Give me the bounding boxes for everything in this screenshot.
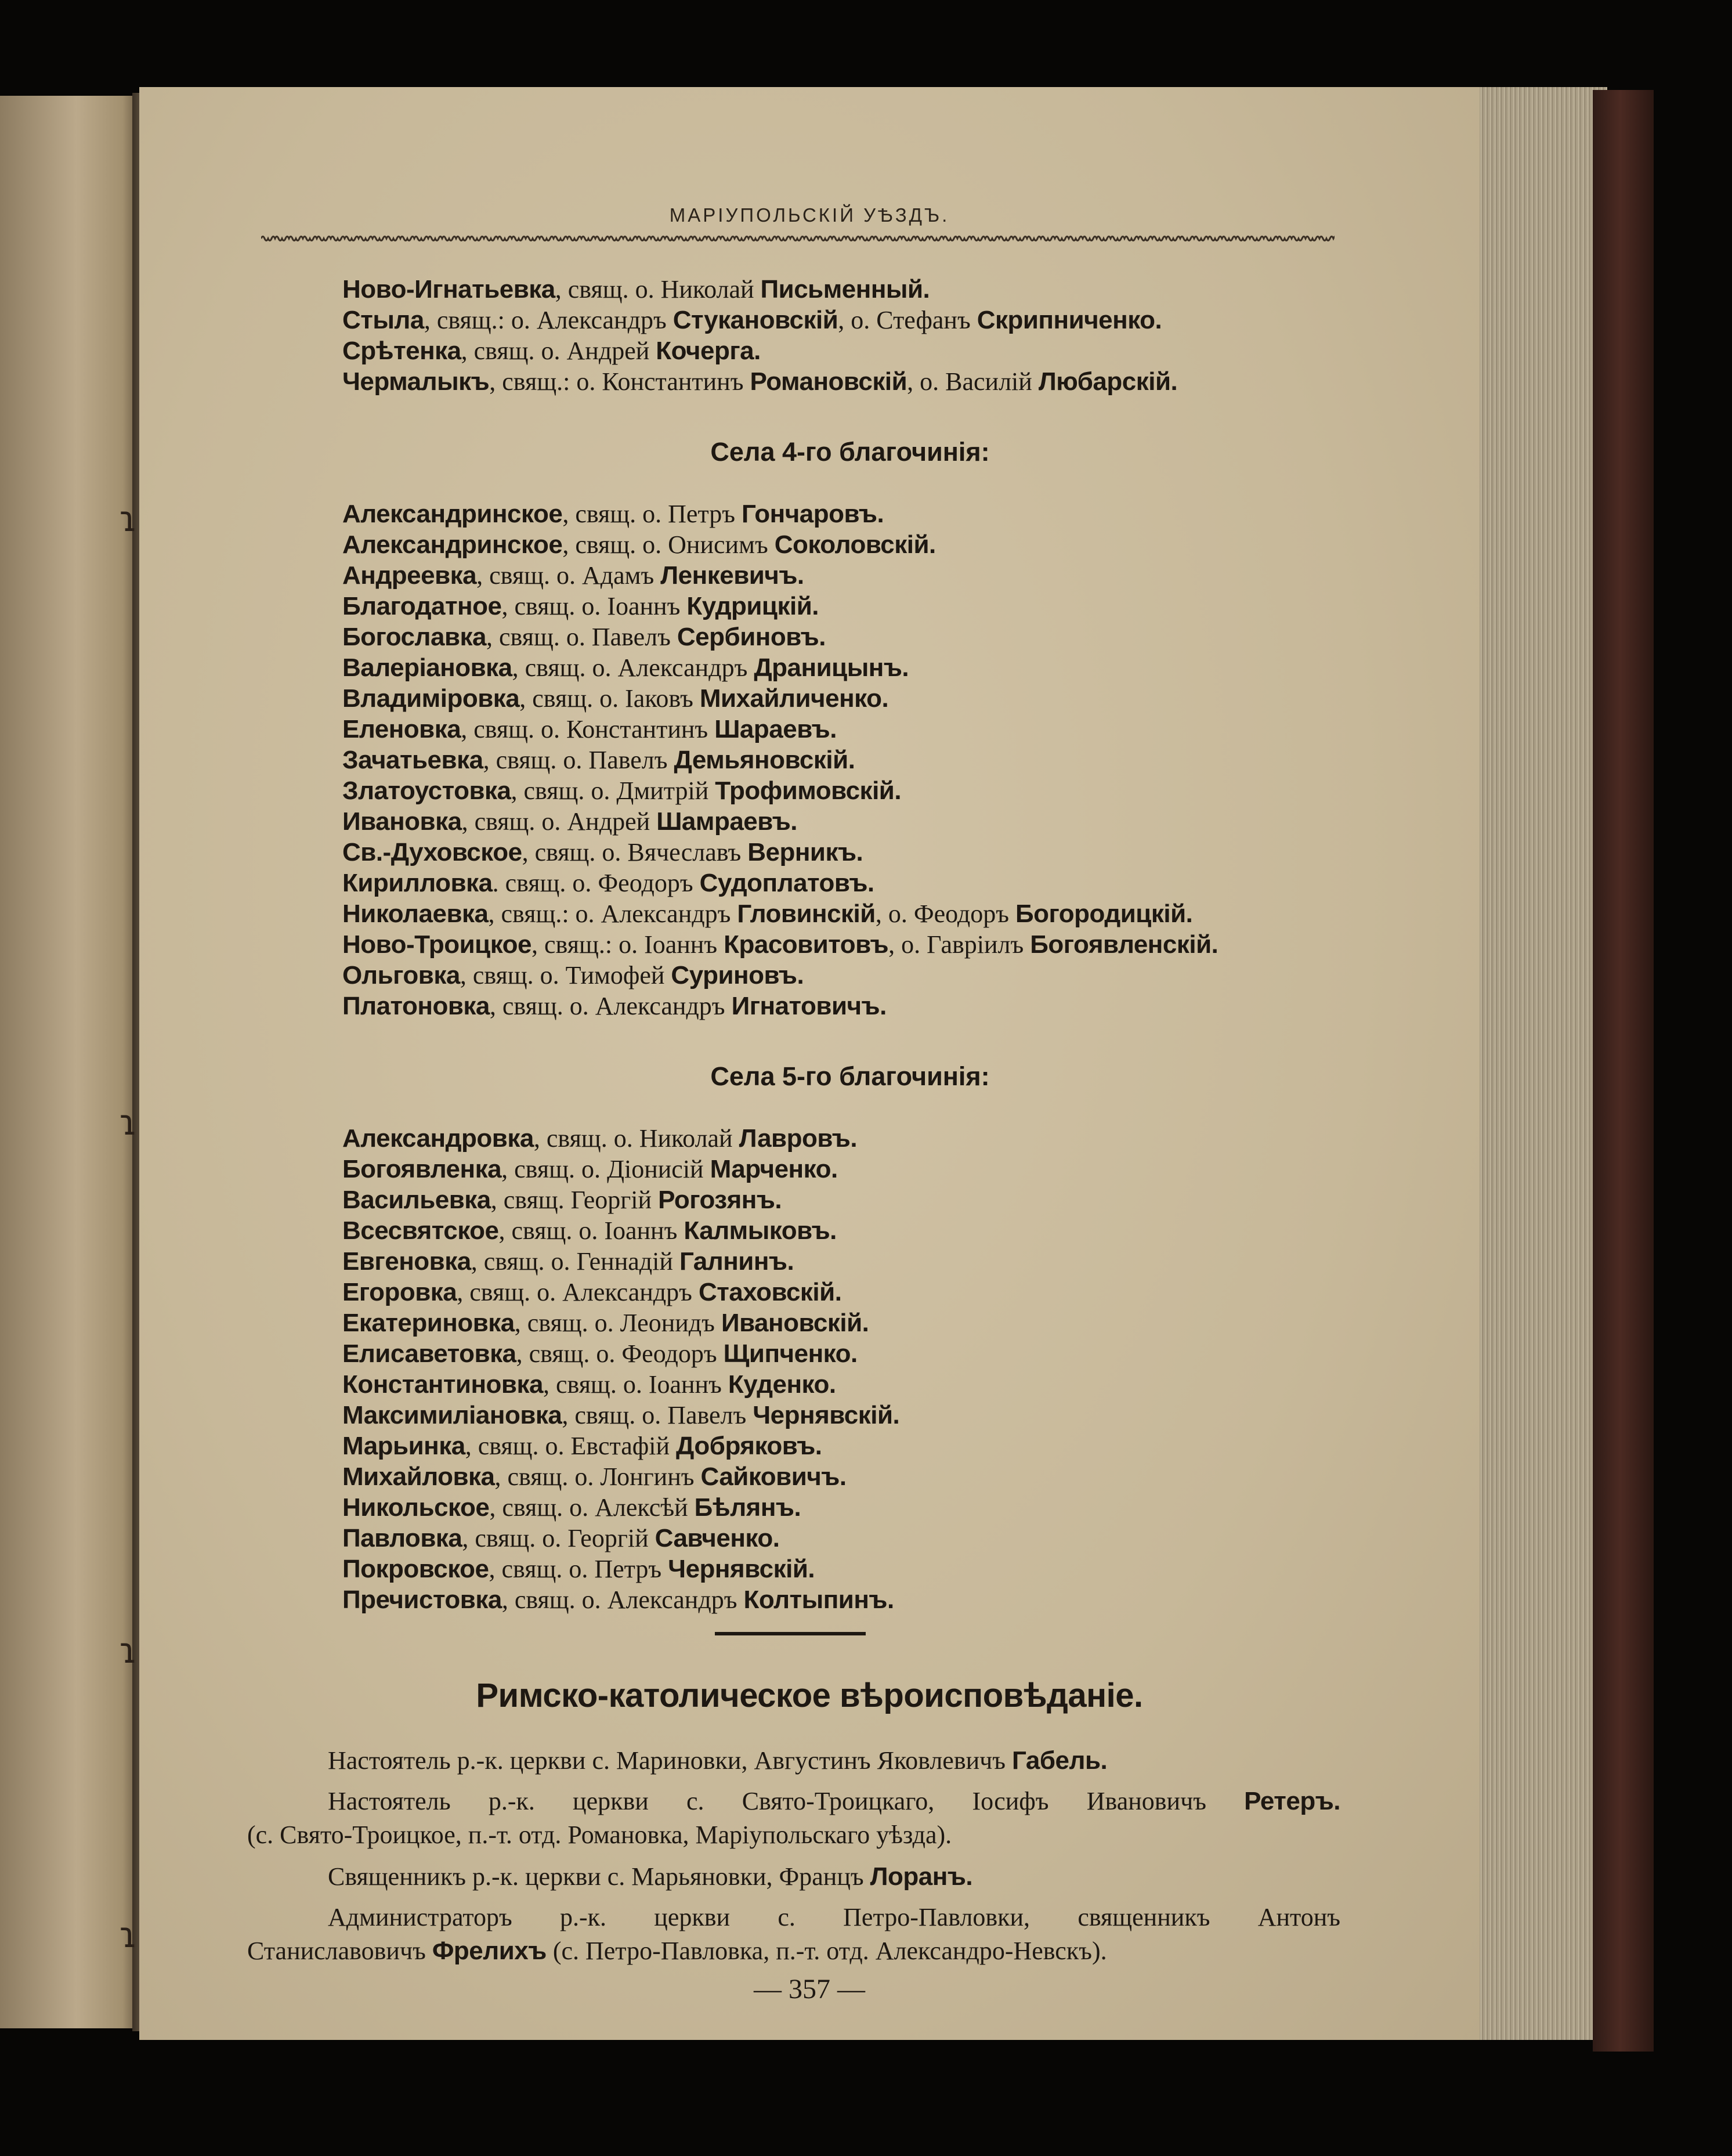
list-item <box>342 1308 1358 1338</box>
left-page-edge <box>0 96 139 2028</box>
entry-text: , о. Феодоръ <box>875 900 1016 928</box>
bold-name: Александринское <box>342 530 563 559</box>
rc-section-title: Римско-католическое вѣроисповѣданіе. <box>476 1677 1143 1714</box>
list-item <box>342 1461 1358 1492</box>
list-item <box>342 929 1358 960</box>
entries-4 <box>342 499 1358 1021</box>
bold-name: Ивановка <box>342 807 462 836</box>
bold-name: Еленовка <box>342 715 461 743</box>
bold-name: Зачатьевка <box>342 746 483 774</box>
margin-mark: ɿ <box>119 1915 138 1956</box>
bold-name: Кирилловка <box>342 869 493 897</box>
bold-name: Ретеръ. <box>1244 1787 1340 1815</box>
bold-name: Стукановскій <box>672 306 838 334</box>
bold-name: Лавровъ. <box>739 1124 858 1153</box>
list-item <box>342 529 1358 560</box>
section-4-title: Села 4-го благочинія: <box>710 437 990 467</box>
entry-text: Администраторъ р.-к. церкви с. Петро-Павловки, священникъ Антонъ <box>328 1903 1340 1931</box>
entry-text: Священникъ р.-к. церкви с. Марьяновки, Францъ <box>328 1862 870 1891</box>
bold-name: Богоявленскій. <box>1030 930 1218 959</box>
list-item <box>342 714 1358 745</box>
bold-name: Максимиліановка <box>342 1401 562 1429</box>
bold-name: Св.-Духовское <box>342 838 522 866</box>
bold-name: Благодатное <box>342 592 502 620</box>
entry-text: , свящ. о. Евстафій <box>465 1432 677 1460</box>
bold-name: Ленкевичъ. <box>660 561 804 590</box>
margin-mark: ɿ <box>119 499 138 540</box>
entry-text: , свящ. о. Андрей <box>461 807 657 836</box>
list-item <box>342 898 1358 929</box>
entry-text: , свящ.: о. Александръ <box>488 900 737 928</box>
list-item <box>342 499 1358 529</box>
bold-name: Покровское <box>342 1555 489 1583</box>
bold-name: Бѣлянъ. <box>694 1493 801 1522</box>
entry-text: , свящ. о. Адамъ <box>476 561 661 590</box>
list-item <box>342 1246 1358 1277</box>
list-item <box>342 1338 1358 1369</box>
bold-name: Чермалыкъ <box>342 367 490 396</box>
bold-name: Срѣтенка <box>342 337 461 365</box>
bold-name: Елисаветовка <box>342 1339 516 1368</box>
entry-text: , свящ. о. Александръ <box>501 1586 744 1614</box>
bold-name: Сайковичъ. <box>700 1462 847 1491</box>
bold-name: Любарскій. <box>1038 367 1178 396</box>
entry-text: , свящ.: о. Александръ <box>424 306 673 334</box>
bold-name: Марченко. <box>710 1155 838 1183</box>
bold-name: Игнатовичъ. <box>731 992 887 1020</box>
list-item <box>342 1277 1358 1308</box>
bold-name: Габель. <box>1012 1746 1108 1775</box>
list-item <box>342 1400 1358 1431</box>
list-item <box>342 652 1358 683</box>
bold-name: Добряковъ. <box>676 1432 822 1460</box>
entry-text: , свящ.: о. Іоаннъ <box>531 930 724 959</box>
bold-name: Богоявленка <box>342 1155 502 1183</box>
parish-list <box>342 274 1358 1615</box>
bold-name: Ново-Троицкое <box>342 930 531 959</box>
entry-text: , свящ. о. Николай <box>555 275 761 304</box>
bold-name: Гловинскій <box>737 900 876 928</box>
entry-text: , свящ. Георгій <box>490 1186 659 1214</box>
entry-text: , свящ. о. Дмитрій <box>511 777 715 805</box>
bold-name: Шамраевъ. <box>656 807 798 836</box>
bold-name: Екатериновка <box>342 1309 515 1337</box>
bold-name: Лоранъ. <box>870 1862 973 1891</box>
bold-name: Васильевка <box>342 1186 491 1214</box>
bold-name: Златоустовка <box>342 777 511 805</box>
list-item <box>342 991 1358 1021</box>
bold-name: Суриновъ. <box>671 961 804 989</box>
list-item <box>342 837 1358 868</box>
list-item <box>342 775 1358 806</box>
paragraph-line <box>250 1901 1340 1934</box>
bold-name: Колтыпинъ. <box>743 1586 894 1614</box>
bold-name: Рогозянъ. <box>658 1186 782 1214</box>
entry-text: Станиславовичъ <box>247 1937 432 1965</box>
list-item <box>342 1431 1358 1461</box>
rc-paragraph <box>250 1744 1340 1778</box>
bold-name: Никольское <box>342 1493 490 1522</box>
entry-text: , о. Гавріилъ <box>888 930 1030 959</box>
bold-name: Платоновка <box>342 992 490 1020</box>
list-item <box>342 305 1358 335</box>
entry-text: , свящ. о. Петръ <box>489 1555 668 1583</box>
bold-name: Кочерга. <box>656 337 761 365</box>
entry-text: , свящ. о. Вячеславъ <box>522 838 748 866</box>
entry-text: , свящ. о. Онисимъ <box>562 530 775 559</box>
margin-mark: ɿ <box>119 1103 138 1143</box>
list-item <box>342 622 1358 652</box>
section-5-title: Села 5-го благочинія: <box>710 1061 990 1091</box>
paragraph-line <box>247 1934 1338 1968</box>
entry-text: Настоятель р.-к. церкви с. Свято-Троицкаго, Іосифъ Ивановичъ <box>328 1787 1245 1815</box>
bold-name: Николаевка <box>342 900 489 928</box>
rc-paragraph <box>247 1785 1340 1852</box>
entry-text: , свящ. о. Павелъ <box>483 746 674 774</box>
paragraph-line <box>247 1818 1338 1852</box>
bold-name: Валеріановка <box>342 653 512 682</box>
bold-name: Ивановскій. <box>721 1309 869 1337</box>
bold-name: Соколовскій. <box>774 530 936 559</box>
wavy-rule <box>261 233 1335 244</box>
entry-text: , свящ. о. Тимофей <box>460 961 671 989</box>
entry-text: , свящ. о. Феодоръ <box>516 1339 724 1368</box>
entry-text: , о. Стефанъ <box>838 306 977 334</box>
bold-name: Богославка <box>342 623 486 651</box>
bold-name: Сербиновъ. <box>677 623 826 651</box>
bold-name: Красовитовъ <box>724 930 889 959</box>
bold-name: Александринское <box>342 500 563 528</box>
book-cover <box>1593 90 1654 2052</box>
entry-text: , свящ. о. Іоаннъ <box>543 1370 728 1399</box>
entries-5 <box>342 1123 1358 1615</box>
entry-text: , свящ. о. Георгій <box>462 1524 655 1552</box>
bold-name: Письменный. <box>760 275 930 304</box>
bold-name: Павловка <box>342 1524 462 1552</box>
list-item <box>342 1123 1358 1154</box>
entry-text: , свящ. о. Павелъ <box>486 623 677 651</box>
bold-name: Верникъ. <box>747 838 863 866</box>
bold-name: Гончаровъ. <box>741 500 884 528</box>
bold-name: Константиновка <box>342 1370 543 1399</box>
bold-name: Драницынъ. <box>754 653 909 682</box>
entry-text: (с. Петро-Павловка, п.-т. отд. Александро-Невскъ). <box>546 1937 1107 1965</box>
margin-mark: ɿ <box>119 1631 138 1671</box>
entry-text: , свящ. о. Александръ <box>457 1278 699 1306</box>
list-item <box>342 745 1358 775</box>
bold-name: Пречистовка <box>342 1586 502 1614</box>
entry-text: (с. Свято-Троицкое, п.-т. отд. Романовка, Маріупольскаго уѣзда). <box>247 1821 952 1849</box>
list-item <box>342 1369 1358 1400</box>
list-item <box>342 960 1358 991</box>
bold-name: Егоровка <box>342 1278 457 1306</box>
bold-name: Александровка <box>342 1124 534 1153</box>
bold-name: Демьяновскій. <box>674 746 855 774</box>
entry-text: , свящ. о. Александръ <box>512 653 754 682</box>
entry-text: , свящ. о. Андрей <box>461 337 656 365</box>
list-item <box>342 683 1358 714</box>
bold-name: Калмыковъ. <box>684 1216 837 1245</box>
entry-text: , свящ. о. Павелъ <box>562 1401 753 1429</box>
list-item <box>342 1215 1358 1246</box>
bold-name: Ново-Игнатьевка <box>342 275 555 304</box>
bold-name: Трофимовскій. <box>715 777 902 805</box>
bold-name: Стаховскій. <box>698 1278 842 1306</box>
bold-name: Евгеновка <box>342 1247 471 1276</box>
list-item <box>342 274 1358 305</box>
list-item <box>342 1492 1358 1523</box>
bold-name: Галнинъ. <box>679 1247 794 1276</box>
entry-text: , свящ. о. Геннадій <box>471 1247 679 1276</box>
list-item <box>342 335 1358 366</box>
bold-name: Ольговка <box>342 961 460 989</box>
bold-name: Скрипниченко. <box>977 306 1162 334</box>
rc-paragraph <box>247 1901 1340 1968</box>
entries-top <box>342 274 1358 397</box>
entry-text: , свящ. о. Іаковъ <box>519 684 700 713</box>
entry-text: , свящ. о. Петръ <box>562 500 742 528</box>
section-divider <box>715 1632 866 1635</box>
list-item <box>342 560 1358 591</box>
bold-name: Савченко. <box>655 1524 780 1552</box>
entry-text: , свящ. о. Лонгинъ <box>494 1462 701 1491</box>
bold-name: Стыла <box>342 306 424 334</box>
bold-name: Чернявскій. <box>753 1401 900 1429</box>
list-item <box>342 806 1358 837</box>
bold-name: Михайловка <box>342 1462 495 1491</box>
bold-name: Судоплатовъ. <box>699 869 874 897</box>
entry-text: . свящ. о. Феодоръ <box>492 869 700 897</box>
entry-text: , свящ. о. Константинъ <box>461 715 715 743</box>
bold-name: Фрелихъ <box>432 1937 547 1965</box>
entry-text: , свящ.: о. Константинъ <box>489 367 750 396</box>
entry-text: Настоятель р.-к. церкви с. Мариновки, Августинъ Яковлевичъ <box>328 1746 1013 1775</box>
bold-name: Шараевъ. <box>714 715 837 743</box>
list-item <box>342 366 1358 397</box>
entry-text: , свящ. о. Леонидъ <box>514 1309 721 1337</box>
bold-name: Богородицкій. <box>1015 900 1193 928</box>
entry-text: , о. Василій <box>907 367 1039 396</box>
page-number: — 357 — <box>754 1974 865 2005</box>
list-item <box>342 1554 1358 1584</box>
list-item <box>342 868 1358 898</box>
entry-text: , свящ. о. Іоаннъ <box>498 1216 684 1245</box>
bold-name: Кудрицкій. <box>686 592 819 620</box>
entry-text: , свящ. о. Іоаннъ <box>501 592 687 620</box>
list-item <box>342 591 1358 622</box>
entry-text: , свящ. о. Діонисій <box>501 1155 710 1183</box>
bold-name: Романовскій <box>750 367 907 396</box>
bold-name: Щипченко. <box>723 1339 858 1368</box>
entry-text: , свящ. о. Николай <box>533 1124 739 1153</box>
list-item <box>342 1584 1358 1615</box>
rc-paragraph <box>250 1860 1340 1894</box>
bold-name: Всесвятское <box>342 1216 499 1245</box>
list-item <box>342 1154 1358 1184</box>
list-item <box>342 1184 1358 1215</box>
paragraph-line <box>250 1785 1340 1818</box>
entry-text: , свящ. о. Алексѣй <box>489 1493 695 1522</box>
page-edges <box>1480 87 1607 2040</box>
bold-name: Марьинка <box>342 1432 465 1460</box>
bold-name: Чернявскій. <box>668 1555 815 1583</box>
bold-name: Куденко. <box>728 1370 836 1399</box>
paragraph-line <box>250 1860 1340 1894</box>
list-item <box>342 1523 1358 1554</box>
entry-text: , свящ. о. Александръ <box>489 992 732 1020</box>
running-header: МАРІУПОЛЬСКІЙ УѢЗДЪ. <box>669 204 950 226</box>
paragraph-line <box>250 1744 1340 1778</box>
bold-name: Владиміровка <box>342 684 520 713</box>
bold-name: Андреевка <box>342 561 477 590</box>
bold-name: Михайличенко. <box>699 684 889 713</box>
